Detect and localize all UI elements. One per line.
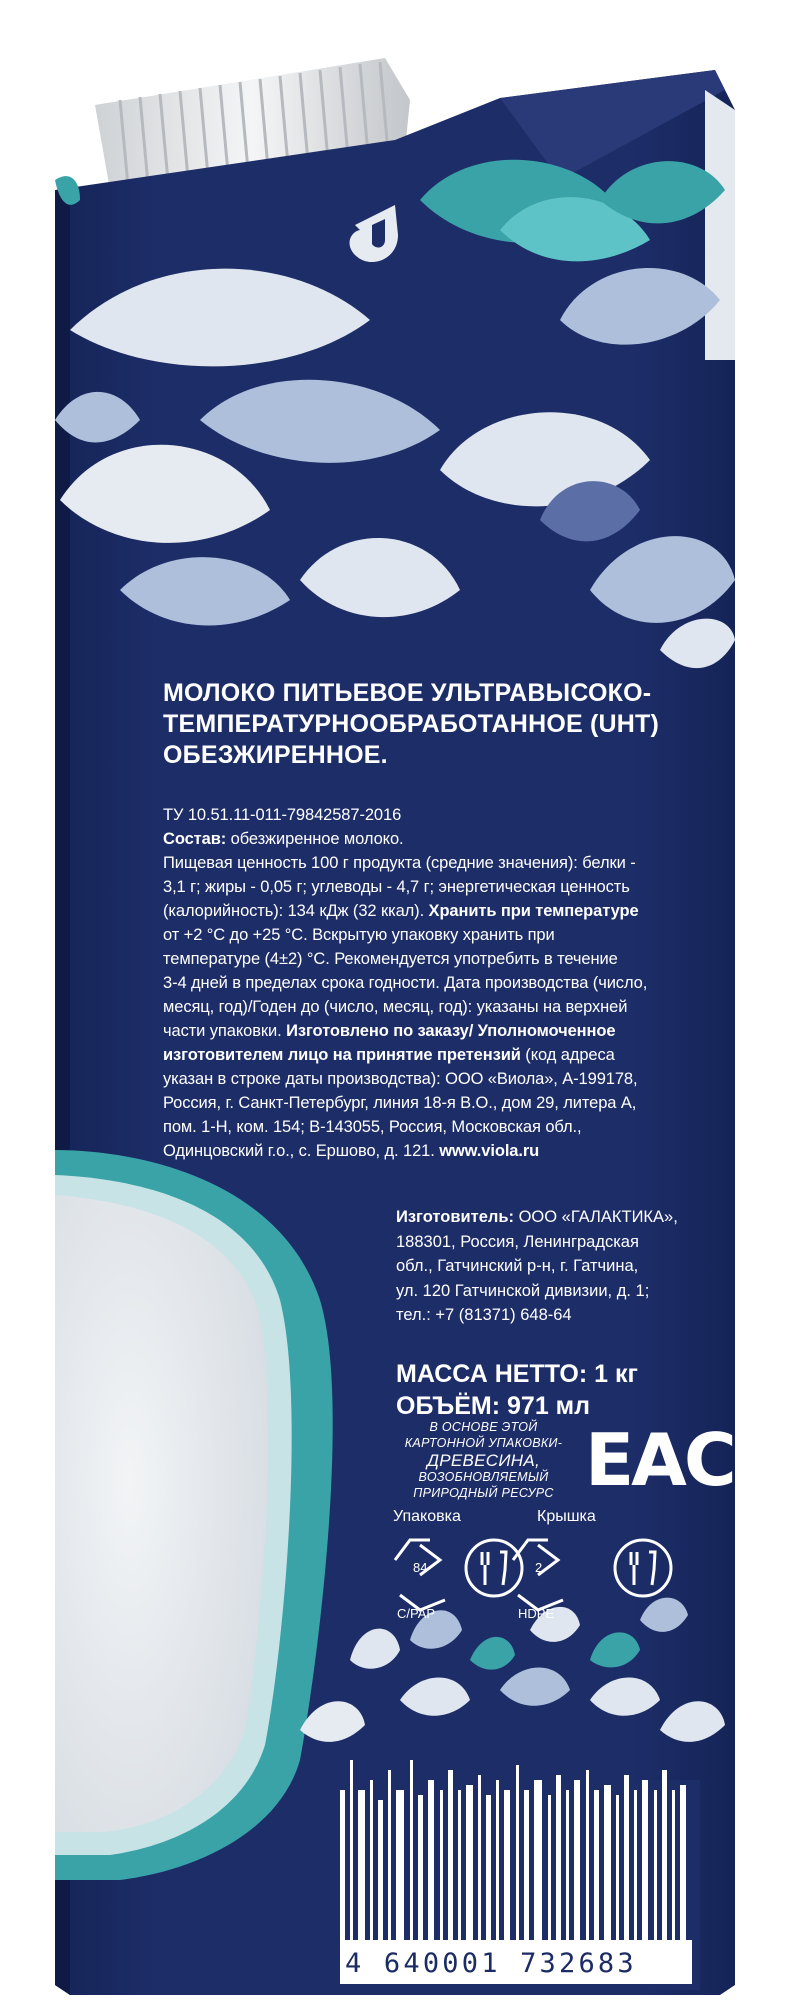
eco-highlight: ДРЕВЕСИНА, [426, 1451, 541, 1470]
address-line: указан в строке даты производства): ООО «Виола», А-199178, [163, 1070, 638, 1088]
address-line: Россия, г. Санкт-Петербург, линия 18-я В.О., дом 29, литера А, [163, 1094, 637, 1112]
nutrition-line: 3,1 г; жиры - 0,05 г; углеводы - 4,7 г; энергетическая ценность [163, 878, 630, 896]
manufacturer-line: тел.: +7 (81371) 648-64 [396, 1306, 572, 1324]
eac-certification-mark: ЕАС [585, 1418, 734, 1502]
manufacturer-line [396, 1205, 726, 1230]
eco-line: ПРИРОДНЫЙ РЕСУРС [413, 1485, 554, 1500]
net-mass: МАССА НЕТТО: 1 кг [396, 1360, 638, 1388]
composition-value: обезжиренное молоко. [226, 830, 404, 848]
website-link: www.viola.ru [439, 1142, 540, 1160]
product-title [163, 678, 723, 771]
storage-line: 3-4 дней в пределах срока годности. Дата производства (число, [163, 974, 648, 992]
net-quantity [396, 1358, 638, 1422]
storage-line: от +2 °С до +25 °С. Вскрытую упаковку хранить при [163, 926, 555, 944]
order-prefix: части упаковки. [163, 1022, 287, 1040]
milk-bowl-image [55, 1150, 333, 1880]
order-label: изготовителем лицо на принятие претензий [163, 1046, 521, 1064]
composition-label: Состав: [163, 830, 227, 848]
product-description [163, 803, 703, 1163]
address-line: пом. 1-Н, ком. 154; В-143055, Россия, Московская обл., [163, 1118, 582, 1136]
address-line [163, 1139, 703, 1163]
title-line: ОБЕЗЖИРЕННОЕ. [163, 741, 388, 769]
spec-line: ТУ 10.51.11-011-79842587-2016 [163, 806, 402, 824]
net-volume: ОБЪЁМ: 971 мл [396, 1392, 591, 1420]
calories-text: (калорийность): 134 кДж (32 ккал). [163, 902, 425, 920]
order-suffix: (код адреса [520, 1046, 615, 1064]
package-recycle-code: 84 [413, 1560, 428, 1575]
eco-line: ВОЗОБНОВЛЯЕМЫЙ [418, 1470, 549, 1484]
storage-label: Хранить при температуре [428, 902, 639, 920]
manufacturer-line: ул. 120 Гатчинской дивизии, д. 1; [396, 1281, 650, 1300]
order-line [163, 1043, 703, 1067]
eco-note [396, 1420, 571, 1501]
package-label: Упаковка [393, 1508, 461, 1525]
manufacturer-block [396, 1205, 726, 1328]
nutrition-line: Пищевая ценность 100 г продукта (средние значения): белки - [163, 854, 636, 872]
barcode-number: 4 640001 732683 [345, 1948, 637, 1979]
storage-line: температуре (4±2) °С. Рекомендуется употребить в течение [163, 950, 618, 968]
address-last: Одинцовский г.о., с. Ершово, д. 121. [163, 1142, 440, 1160]
title-line: ТЕМПЕРАТУРНООБРАБОТАННОЕ (UHT) [163, 710, 660, 738]
storage-line: месяц, год)/Годен до (число, месяц, год): указаны на верхней [163, 998, 628, 1016]
manufacturer-line: 188301, Россия, Ленинградская [396, 1232, 639, 1251]
package-material: C/PAP [397, 1606, 436, 1621]
manufacturer-label: Изготовитель: [396, 1208, 514, 1226]
order-label: Изготовлено по заказу/ Уполномоченное [286, 1022, 616, 1040]
cap-material: HDPE [518, 1606, 555, 1621]
composition-line [163, 827, 703, 851]
title-line: МОЛОКО ПИТЬЕВОЕ УЛЬТРАВЫСОКО- [163, 679, 652, 707]
calories-line [163, 899, 703, 923]
order-line [163, 1019, 703, 1043]
manufacturer-name: ООО «ГАЛАКТИКА», [514, 1208, 678, 1226]
cap-label: Крышка [537, 1508, 596, 1525]
eco-line: КАРТОННОЙ УПАКОВКИ- [404, 1435, 563, 1450]
cap-recycle-code: 2 [535, 1560, 543, 1575]
eco-line: В ОСНОВЕ ЭТОЙ [429, 1420, 538, 1434]
manufacturer-line: обл., Гатчинский р-н, г. Гатчина, [396, 1257, 639, 1275]
